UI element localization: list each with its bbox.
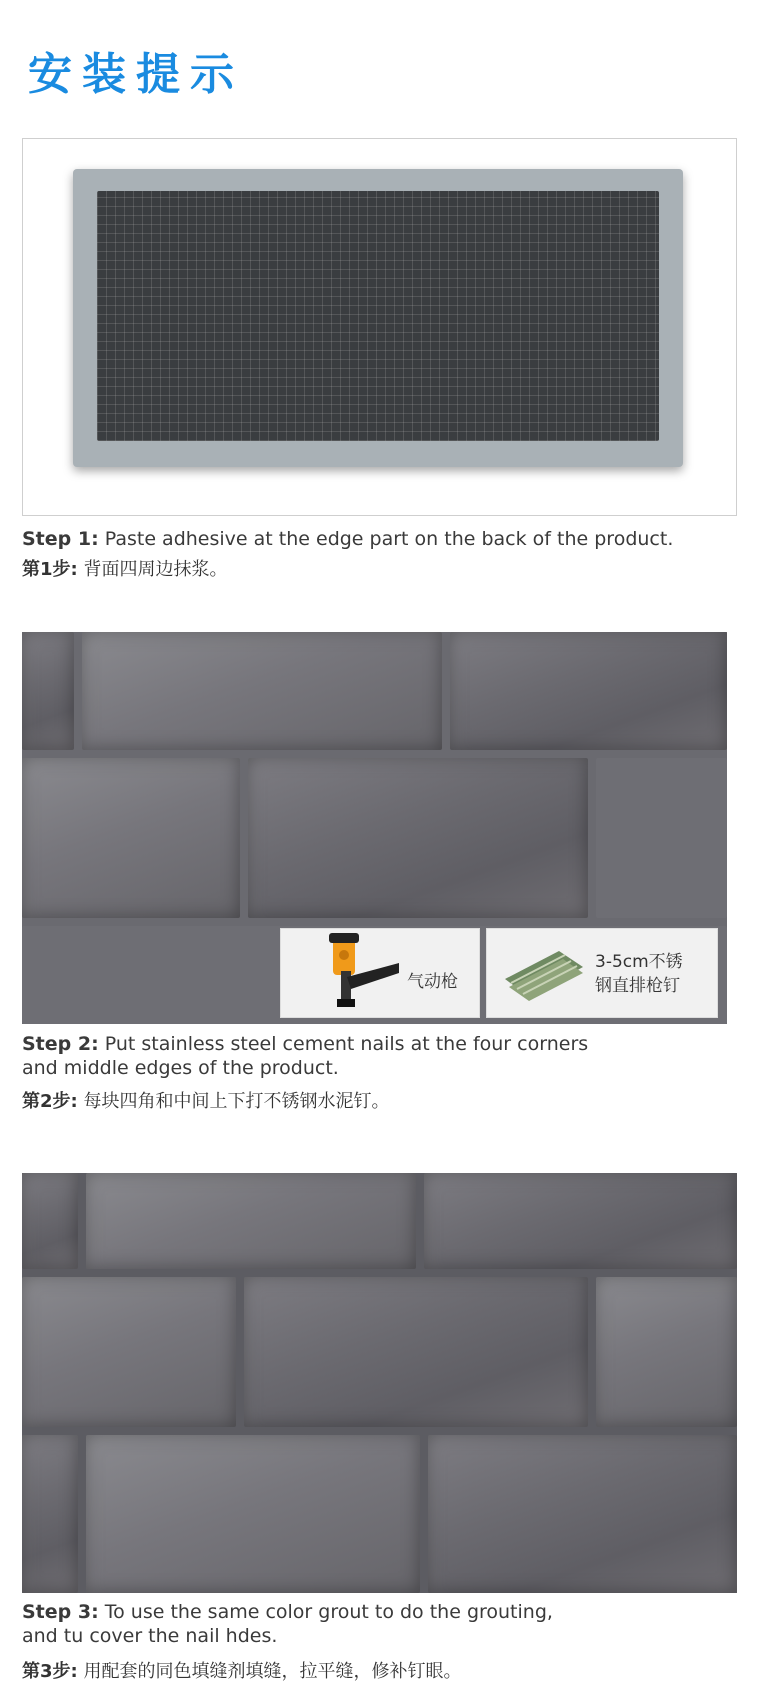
step3-zh [22,1660,461,1684]
step3-en-label: Step 3: [22,1601,99,1623]
step1-zh-label: 第1步: [22,559,78,580]
stone-block [424,1173,737,1269]
nail-gun-icon [303,931,403,1015]
step3-zh-text: 用配套的同色填缝剂填缝，拉平缝，修补钉眼。 [83,1661,462,1682]
step2-zh [22,1090,389,1114]
stone-block [86,1173,416,1269]
stone-block [450,632,727,750]
stone-block [244,1277,588,1427]
step1-en [22,527,673,551]
step2-en-text-line1: Put stainless steel cement nails at the four corners [104,1033,589,1055]
step2-zh-text: 每块四角和中间上下打不锈钢水泥钉。 [83,1091,390,1112]
stone-block [248,758,588,918]
stone-block [22,1173,78,1269]
step3-zh-label: 第3步: [22,1661,78,1682]
step1-image [22,138,737,516]
step2-en-text-line2: and middle edges of the product. [22,1057,339,1079]
step1-en-label: Step 1: [22,528,99,550]
step3-en-text-line1: To use the same color grout to do the grouting, [104,1601,553,1623]
step3-en-text-line2: and tu cover the nail hdes. [22,1625,278,1647]
nail-strip-icon [499,939,589,1009]
page-title: 安装提示 [28,49,244,100]
nail-strip-label-line1: 3-5cm不锈 [595,952,683,972]
nail-strip-label-line2: 钢直排枪钉 [595,976,680,996]
stone-block [22,1435,78,1593]
stone-block [22,758,240,918]
step1-zh-text: 背面四周边抹浆。 [83,559,228,580]
panel-back-with-adhesive [73,169,683,467]
stone-block [86,1435,420,1593]
nail-strip-panel [486,928,718,1018]
stone-block [82,632,442,750]
nail-gun-panel [280,928,480,1018]
step2-zh-label: 第2步: [22,1091,78,1112]
mesh-backing [97,191,659,441]
stone-block [596,1277,737,1427]
step1-en-text: Paste adhesive at the edge part on the back of the product. [104,528,674,550]
step2-en [22,1032,588,1056]
step1-zh [22,558,227,582]
wall-surface [596,758,727,918]
step3-en [22,1600,553,1624]
step2-image [22,632,727,1024]
step3-image [22,1173,737,1593]
nail-gun-label: 气动枪 [407,972,458,992]
stone-block [22,632,74,750]
step2-en-label: Step 2: [22,1033,99,1055]
stone-block [22,1277,236,1427]
stone-block [428,1435,737,1593]
